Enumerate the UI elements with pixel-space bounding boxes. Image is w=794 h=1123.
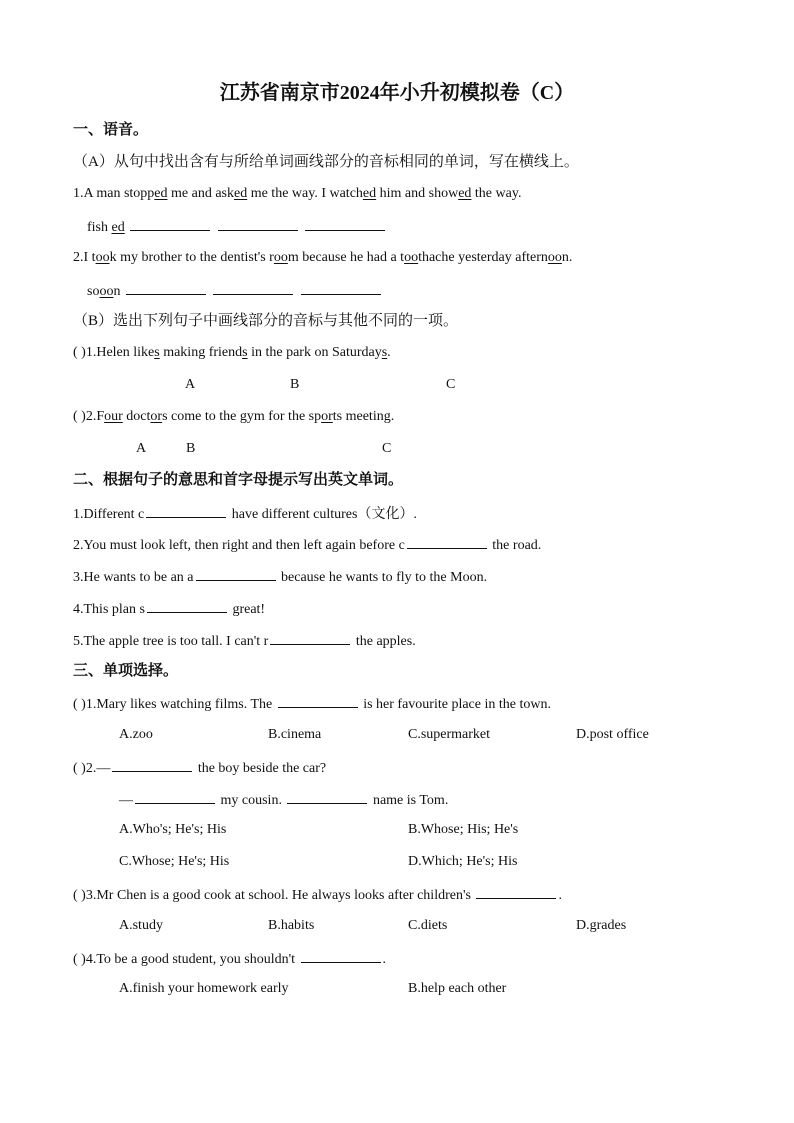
- s2-item: 5.The apple tree is too tall. I can't r the apples.: [73, 630, 416, 652]
- answer-blank[interactable]: [305, 216, 385, 231]
- answer-blank[interactable]: [301, 280, 381, 295]
- s3-q2: ( )2.— the boy beside the car?: [73, 757, 326, 779]
- s3-q2-line2: — my cousin. name is Tom.: [119, 789, 448, 811]
- s1-q2-answer-line: sooon: [87, 280, 383, 302]
- answer-blank[interactable]: [146, 503, 226, 518]
- choice-option[interactable]: A.study: [119, 918, 163, 933]
- s1-q2-sentence: 2.I took my brother to the dentist's room because he had a toothache yesterday afternoon.: [73, 250, 573, 265]
- choice-option[interactable]: B.habits: [268, 918, 315, 933]
- choice-option[interactable]: D.post office: [576, 727, 649, 742]
- answer-blank[interactable]: [130, 216, 210, 231]
- answer-bracket[interactable]: ( ): [73, 888, 86, 903]
- answer-blank[interactable]: [112, 757, 192, 772]
- s2-item: 1.Different c have different cultures（文化）.: [73, 503, 417, 525]
- part-b-instruction: （B）选出下列句子中画线部分的音标与其他不同的一项。: [73, 313, 459, 329]
- s1-b1-sentence: ( )1.Helen likes making friends in the park on Saturdays.: [73, 345, 391, 360]
- s1-q1-answer-line: fish ed: [87, 216, 387, 238]
- answer-blank[interactable]: [278, 693, 358, 708]
- part-a-instruction: （A）从句中找出含有与所给单词画线部分的音标相同的单词，写在横线上。: [73, 154, 579, 170]
- choice-option[interactable]: D.grades: [576, 918, 627, 933]
- choice-option[interactable]: B.help each other: [408, 981, 507, 996]
- choice-option[interactable]: C.diets: [408, 918, 448, 933]
- option-label: A: [136, 441, 147, 456]
- s2-item: 3.He wants to be an a because he wants to fly to the Moon.: [73, 566, 487, 588]
- s2-item: 4.This plan s great!: [73, 598, 265, 620]
- s3-q1: ( )1.Mary likes watching films. The is her favourite place in the town.: [73, 693, 551, 715]
- s2-item: 2.You must look left, then right and then left again before c the road.: [73, 534, 541, 556]
- choice-option[interactable]: C.supermarket: [408, 727, 491, 742]
- answer-bracket[interactable]: ( ): [73, 952, 86, 967]
- option-label: B: [290, 377, 300, 392]
- section-1-heading: 一、语音。: [73, 122, 149, 138]
- option-label: C: [446, 377, 456, 392]
- option-label: C: [382, 441, 392, 456]
- choice-option[interactable]: D.Which; He's; His: [408, 854, 518, 869]
- answer-blank[interactable]: [126, 280, 206, 295]
- choice-option[interactable]: B.Whose; His; He's: [408, 822, 519, 837]
- s1-b2-sentence: ( )2.Four doctors come to the gym for the sports meeting.: [73, 409, 395, 424]
- answer-blank[interactable]: [213, 280, 293, 295]
- answer-blank[interactable]: [270, 630, 350, 645]
- s3-q3: ( )3.Mr Chen is a good cook at school. He always looks after children's .: [73, 884, 562, 906]
- answer-bracket[interactable]: ( ): [73, 345, 86, 360]
- section-3-heading: 三、单项选择。: [73, 663, 179, 679]
- section-2-heading: 二、根据句子的意思和首字母提示写出英文单词。: [73, 472, 404, 488]
- choice-option[interactable]: A.Who's; He's; His: [119, 822, 227, 837]
- choice-option[interactable]: B.cinema: [268, 727, 322, 742]
- choice-option[interactable]: A.finish your homework early: [119, 981, 289, 996]
- answer-blank[interactable]: [147, 598, 227, 613]
- s3-q4: ( )4.To be a good student, you shouldn't .: [73, 948, 386, 970]
- answer-blank[interactable]: [476, 884, 556, 899]
- answer-bracket[interactable]: ( ): [73, 761, 86, 776]
- answer-blank[interactable]: [301, 948, 381, 963]
- answer-bracket[interactable]: ( ): [73, 409, 86, 424]
- choice-option[interactable]: A.zoo: [119, 727, 153, 742]
- answer-blank[interactable]: [196, 566, 276, 581]
- page-title: 江苏省南京市2024年小升初模拟卷（C）: [219, 82, 575, 104]
- option-label: A: [185, 377, 196, 392]
- choice-option[interactable]: C.Whose; He's; His: [119, 854, 230, 869]
- answer-blank[interactable]: [218, 216, 298, 231]
- answer-blank[interactable]: [407, 534, 487, 549]
- option-label: B: [186, 441, 196, 456]
- answer-blank[interactable]: [287, 789, 367, 804]
- s1-q1-sentence: 1.A man stopped me and asked me the way. I watched him and showed the way.: [73, 186, 522, 201]
- answer-blank[interactable]: [135, 789, 215, 804]
- answer-bracket[interactable]: ( ): [73, 697, 86, 712]
